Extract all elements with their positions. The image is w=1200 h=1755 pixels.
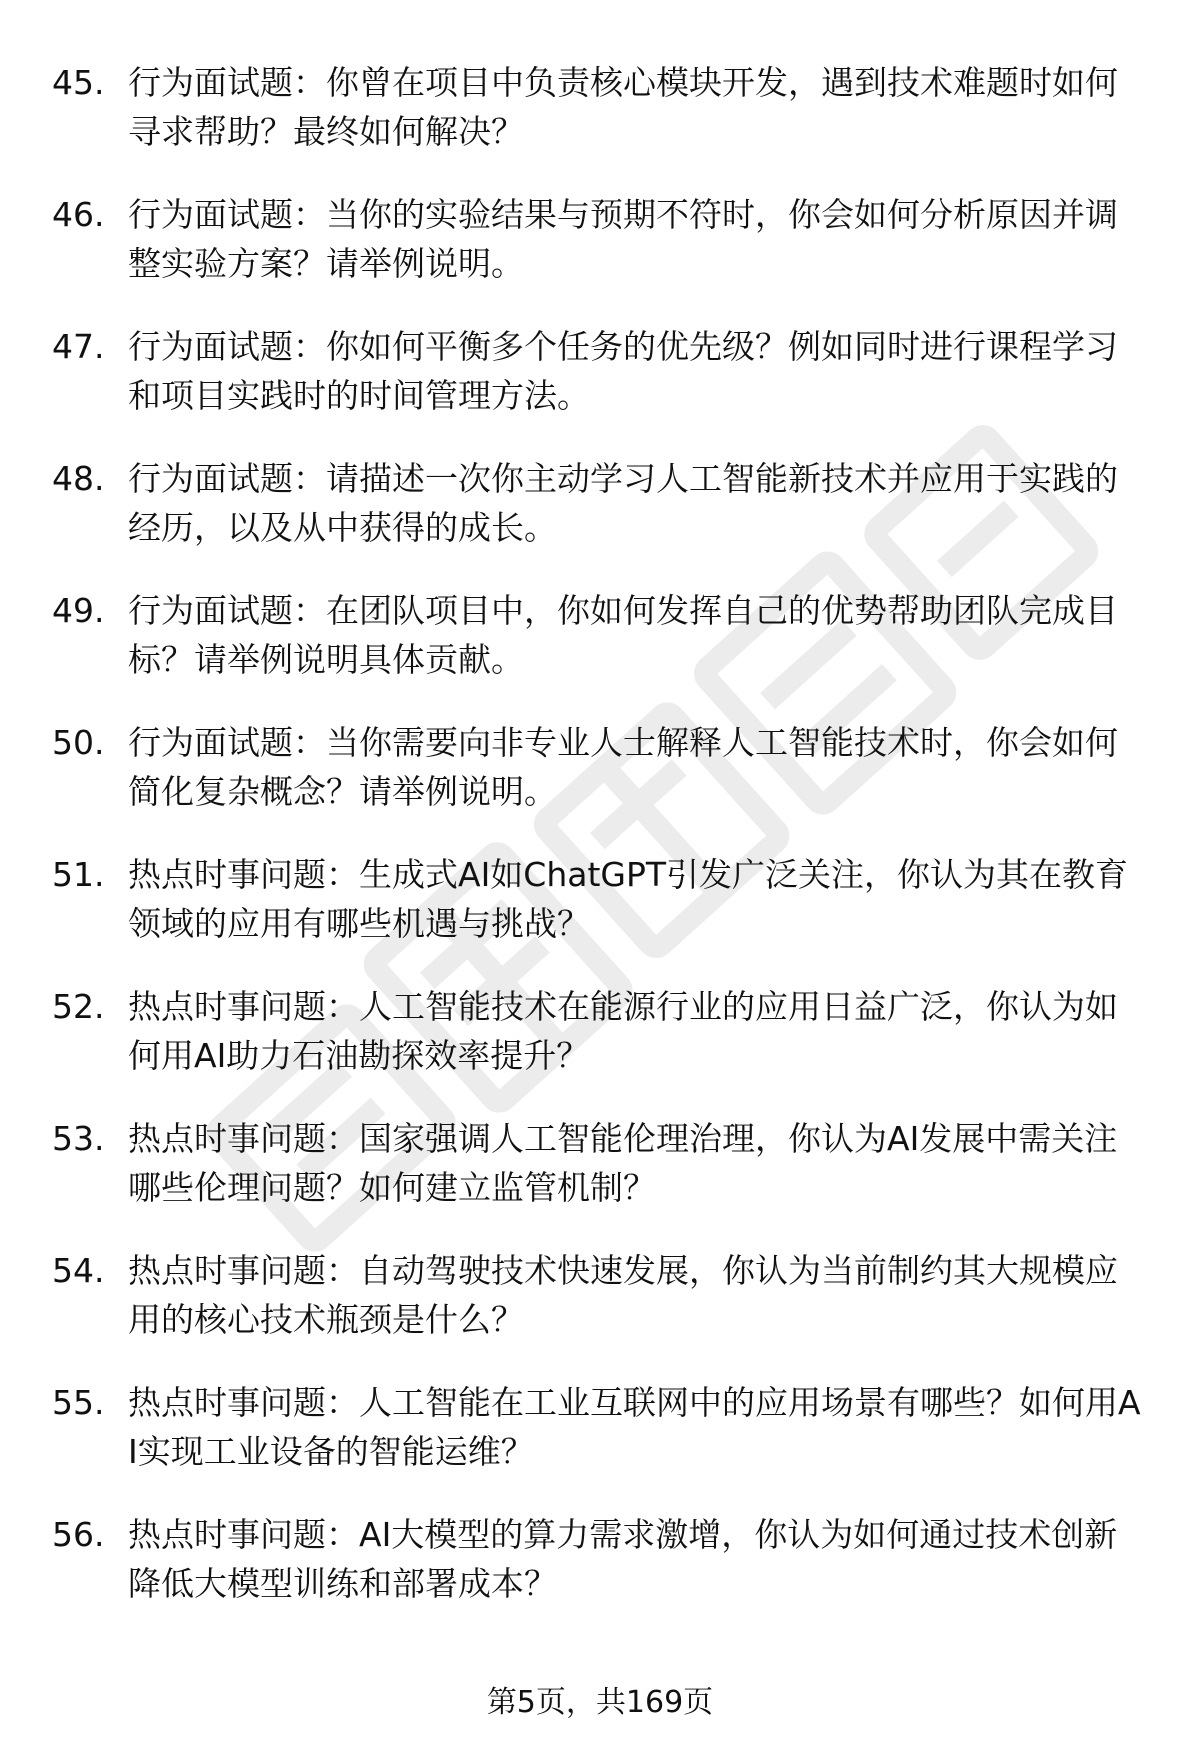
question-number: 51. [52,855,105,894]
question-number: 54. [52,1251,105,1290]
list-item [52,850,1152,948]
question-text: 行为面试题：你如何平衡多个任务的优先级？例如同时进行课程学习和项目实践时的时间管理方法。 [128,327,1118,415]
question-number: 56. [52,1515,105,1554]
question-text: 行为面试题：你曾在项目中负责核心模块开发，遇到技术难题时如何寻求帮助？最终如何解决？ [128,63,1118,151]
list-item [52,322,1152,420]
question-number: 53. [52,1119,105,1158]
question-text: 热点时事问题：生成式AI如ChatGPT引发广泛关注，你认为其在教育领域的应用有哪些机遇与挑战？ [128,855,1129,943]
question-number: 47. [52,327,105,366]
question-number: 55. [52,1383,105,1422]
question-text: 行为面试题：请描述一次你主动学习人工智能新技术并应用于实践的经历，以及从中获得的成长。 [128,459,1118,547]
question-text: 热点时事问题：国家强调人工智能伦理治理，你认为AI发展中需关注哪些伦理问题？如何建立监管机制？ [128,1119,1118,1207]
question-number: 49. [52,591,105,630]
list-item [52,718,1152,816]
question-text: 热点时事问题：自动驾驶技术快速发展，你认为当前制约其大规模应用的核心技术瓶颈是什么？ [128,1251,1118,1339]
question-text: 热点时事问题：人工智能在工业互联网中的应用场景有哪些？如何用AI实现工业设备的智能运维？ [128,1383,1141,1471]
question-text: 行为面试题：当你的实验结果与预期不符时，你会如何分析原因并调整实验方案？请举例说明。 [128,195,1118,283]
list-item [52,1246,1152,1344]
list-item [52,1114,1152,1212]
question-number: 50. [52,723,105,762]
list-item [52,58,1152,156]
question-text: 行为面试题：当你需要向非专业人士解释人工智能技术时，你会如何简化复杂概念？请举例说明。 [128,723,1118,811]
question-number: 48. [52,459,105,498]
question-list [52,58,1152,1642]
list-item [52,190,1152,288]
question-number: 45. [52,63,105,102]
list-item [52,1378,1152,1476]
list-item [52,586,1152,684]
list-item [52,1510,1152,1608]
list-item [52,982,1152,1080]
list-item [52,454,1152,552]
question-number: 46. [52,195,105,234]
page-number-footer: 第5页，共169页 [486,1685,714,1720]
question-text: 热点时事问题：人工智能技术在能源行业的应用日益广泛，你认为如何用AI助力石油勘探效率提升？ [128,987,1118,1075]
question-text: 行为面试题：在团队项目中，你如何发挥自己的优势帮助团队完成目标？请举例说明具体贡献。 [128,591,1118,679]
question-text: 热点时事问题：AI大模型的算力需求激增，你认为如何通过技术创新降低大模型训练和部署成本？ [128,1515,1118,1603]
question-number: 52. [52,987,105,1026]
